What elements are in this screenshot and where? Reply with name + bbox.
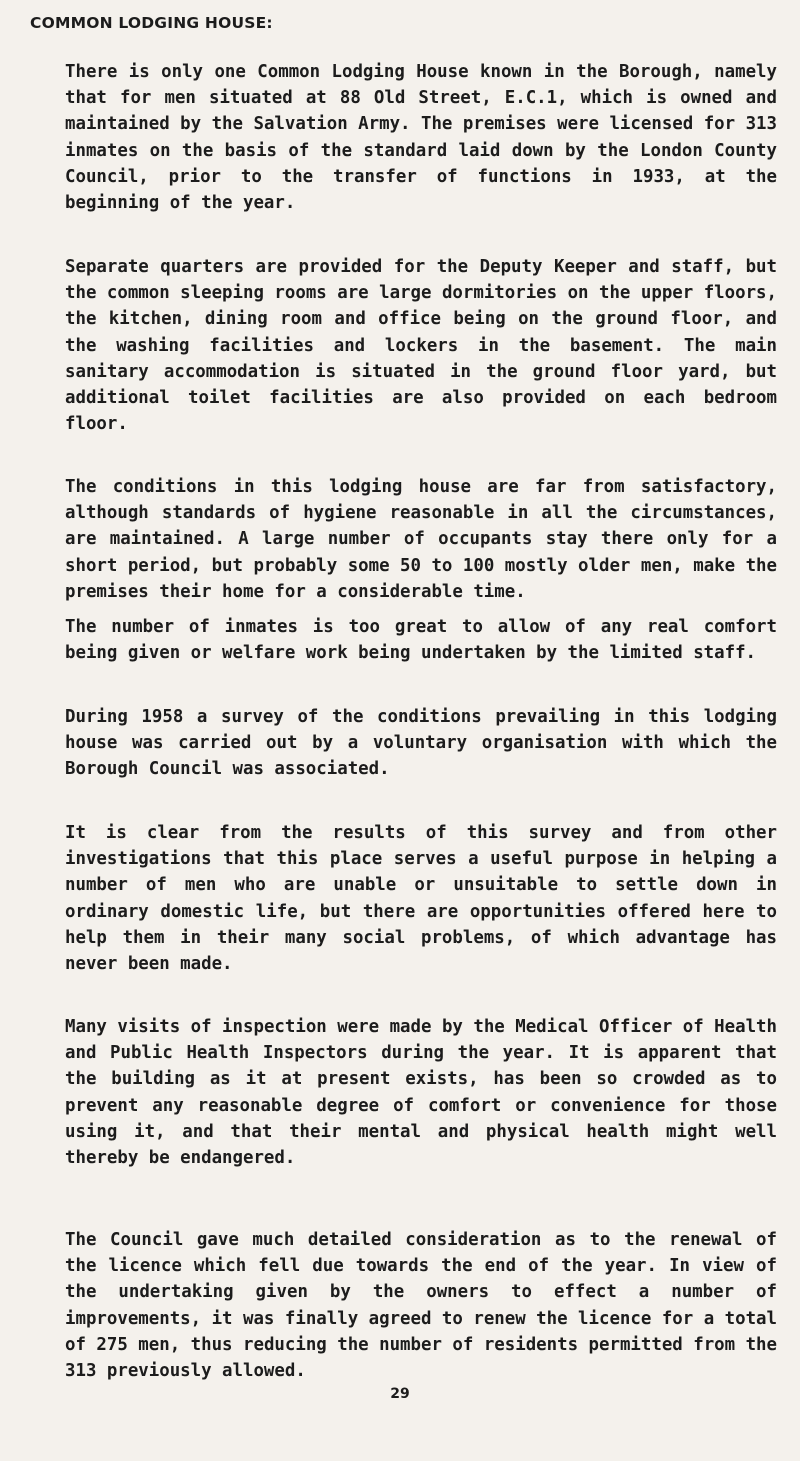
page-number: 29 (390, 1386, 410, 1402)
section-heading: COMMON LODGING HOUSE: (30, 14, 273, 32)
paragraph-conditions: The conditions in this lodging house are far from satisfactory, although standards of hygiene reasonable in all the circumstances, are maintained. A large number of occupants stay there only for a short period, but probably some 50 to 100 mostly older men, make the premises their home for a considerable time. (65, 477, 777, 602)
paragraph-licence-renewal: The Council gave much detailed consideration as to the renewal of the licence which fell due towards the end of the year. In view of the undertaking given by the owners to effect a number of improvements, it was finally agreed to renew the licence for a total of 275 men, thus reducing the number of residents permitted from the 313 previously allowed. (65, 1230, 777, 1382)
paragraph-survey-results: It is clear from the results of this survey and from other investigations that this place serves a useful purpose in helping a number of men who are unable or unsuitable to settle down in ordinary domestic life, but there are opportunities offered here to help them in their many social problems, of which advantage has never been made. (65, 823, 777, 975)
paragraph-survey: During 1958 a survey of the conditions prevailing in this lodging house was carried out by a voluntary organisation with which the Borough Council was associated. (65, 707, 777, 780)
paragraph-accommodation: Separate quarters are provided for the Deputy Keeper and staff, but the common sleeping rooms are large dormitories on the upper floors, the kitchen, dining room and office being on the ground floor, and the washing facilities and lockers in the basement. The main sanitary accommodation is situated in the ground floor yard, but additional toilet facilities are also provided on each bedroom floor. (65, 257, 777, 435)
paragraph-inmates-number: The number of inmates is too great to allow of any real comfort being given or welfare work being undertaken by the limited staff. (65, 617, 777, 664)
paragraph-lodging-house-intro: There is only one Common Lodging House known in the Borough, namely that for men situated at 88 Old Street, E.C.1, which is owned and maintained by the Salvation Army. The premises were licensed for 313 inmates on the basis of the standard laid down by the London County Council, prior to the transfer of functions in 1933, at the beginning of the year. (65, 62, 777, 214)
paragraph-inspections: Many visits of inspection were made by the Medical Officer of Health and Public Health Inspectors during the year. It is apparent that the building as it at present exists, has been so crowded as to prevent any reasonable degree of comfort or convenience for those using it, and that their mental and physical health might well thereby be endangered. (65, 1017, 777, 1169)
